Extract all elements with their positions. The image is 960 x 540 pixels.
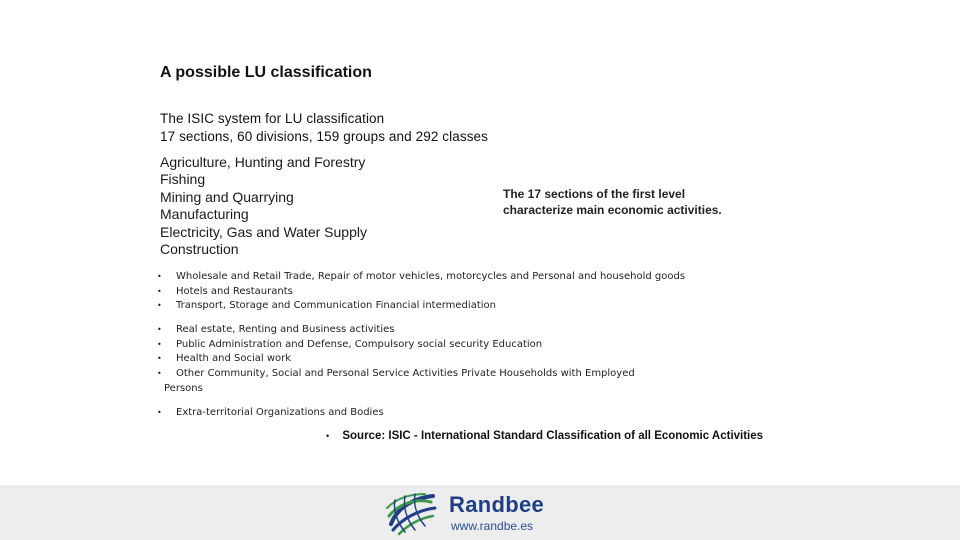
bullet-text: Other Community, Social and Personal Service Activities Private Households with Employed <box>176 368 635 380</box>
section-item: Construction <box>160 241 239 258</box>
isic-line-2: 17 sections, 60 divisions, 159 groups and 292 classes <box>160 129 489 144</box>
source-text: Source: ISIC - International Standard Classification of all Economic Activities <box>342 430 764 442</box>
bullet-icon: • <box>326 431 330 441</box>
bullet-icon: • <box>157 369 162 379</box>
bullet-continuation-text: Persons <box>164 382 203 394</box>
bullet-icon: • <box>157 408 162 417</box>
slide-title: A possible LU classification <box>160 64 372 81</box>
bullet-icon: • <box>157 286 162 296</box>
section-item: Manufacturing <box>160 206 249 223</box>
bullet-text: Health and Social work <box>176 353 292 365</box>
section-item: Agriculture, Hunting and Forestry <box>160 154 366 170</box>
globe-swirl-icon <box>383 490 439 536</box>
bullet-text: Public Administration and Defense, Compulsory social security Education <box>176 338 543 350</box>
brand-name: Randbee <box>449 492 545 517</box>
source-note <box>326 430 763 442</box>
side-note-line-1: The 17 sections of the first level <box>503 187 686 201</box>
section-item: Fishing <box>160 171 206 188</box>
bullet-text: Hotels and Restaurants <box>176 285 293 297</box>
isic-line-1: The ISIC system for LU classification <box>160 111 385 126</box>
sections-list <box>160 154 367 258</box>
isic-summary <box>160 110 488 146</box>
bullet-icon: • <box>157 272 162 281</box>
side-note <box>503 187 722 218</box>
bullet-text: Wholesale and Retail Trade, Repair of motor vehicles, motorcycles and Personal and household goods <box>176 271 686 282</box>
section-item: Electricity, Gas and Water Supply <box>160 223 367 240</box>
bullet-text: Extra-territorial Organizations and Bodies <box>176 407 384 418</box>
bullet-text: Transport, Storage and Communication Financial intermediation <box>176 300 496 312</box>
bullet-icon: • <box>157 301 162 311</box>
bullet-icon: • <box>157 339 162 349</box>
section-item: Mining and Quarrying <box>160 188 294 205</box>
side-note-line-2: characterize main economic activities. <box>503 202 722 217</box>
brand-url: www.randbe.es <box>451 519 534 533</box>
bullet-icon: • <box>157 354 162 364</box>
bullet-icon: • <box>157 325 162 334</box>
bullet-text: Real estate, Renting and Business activities <box>176 324 395 335</box>
